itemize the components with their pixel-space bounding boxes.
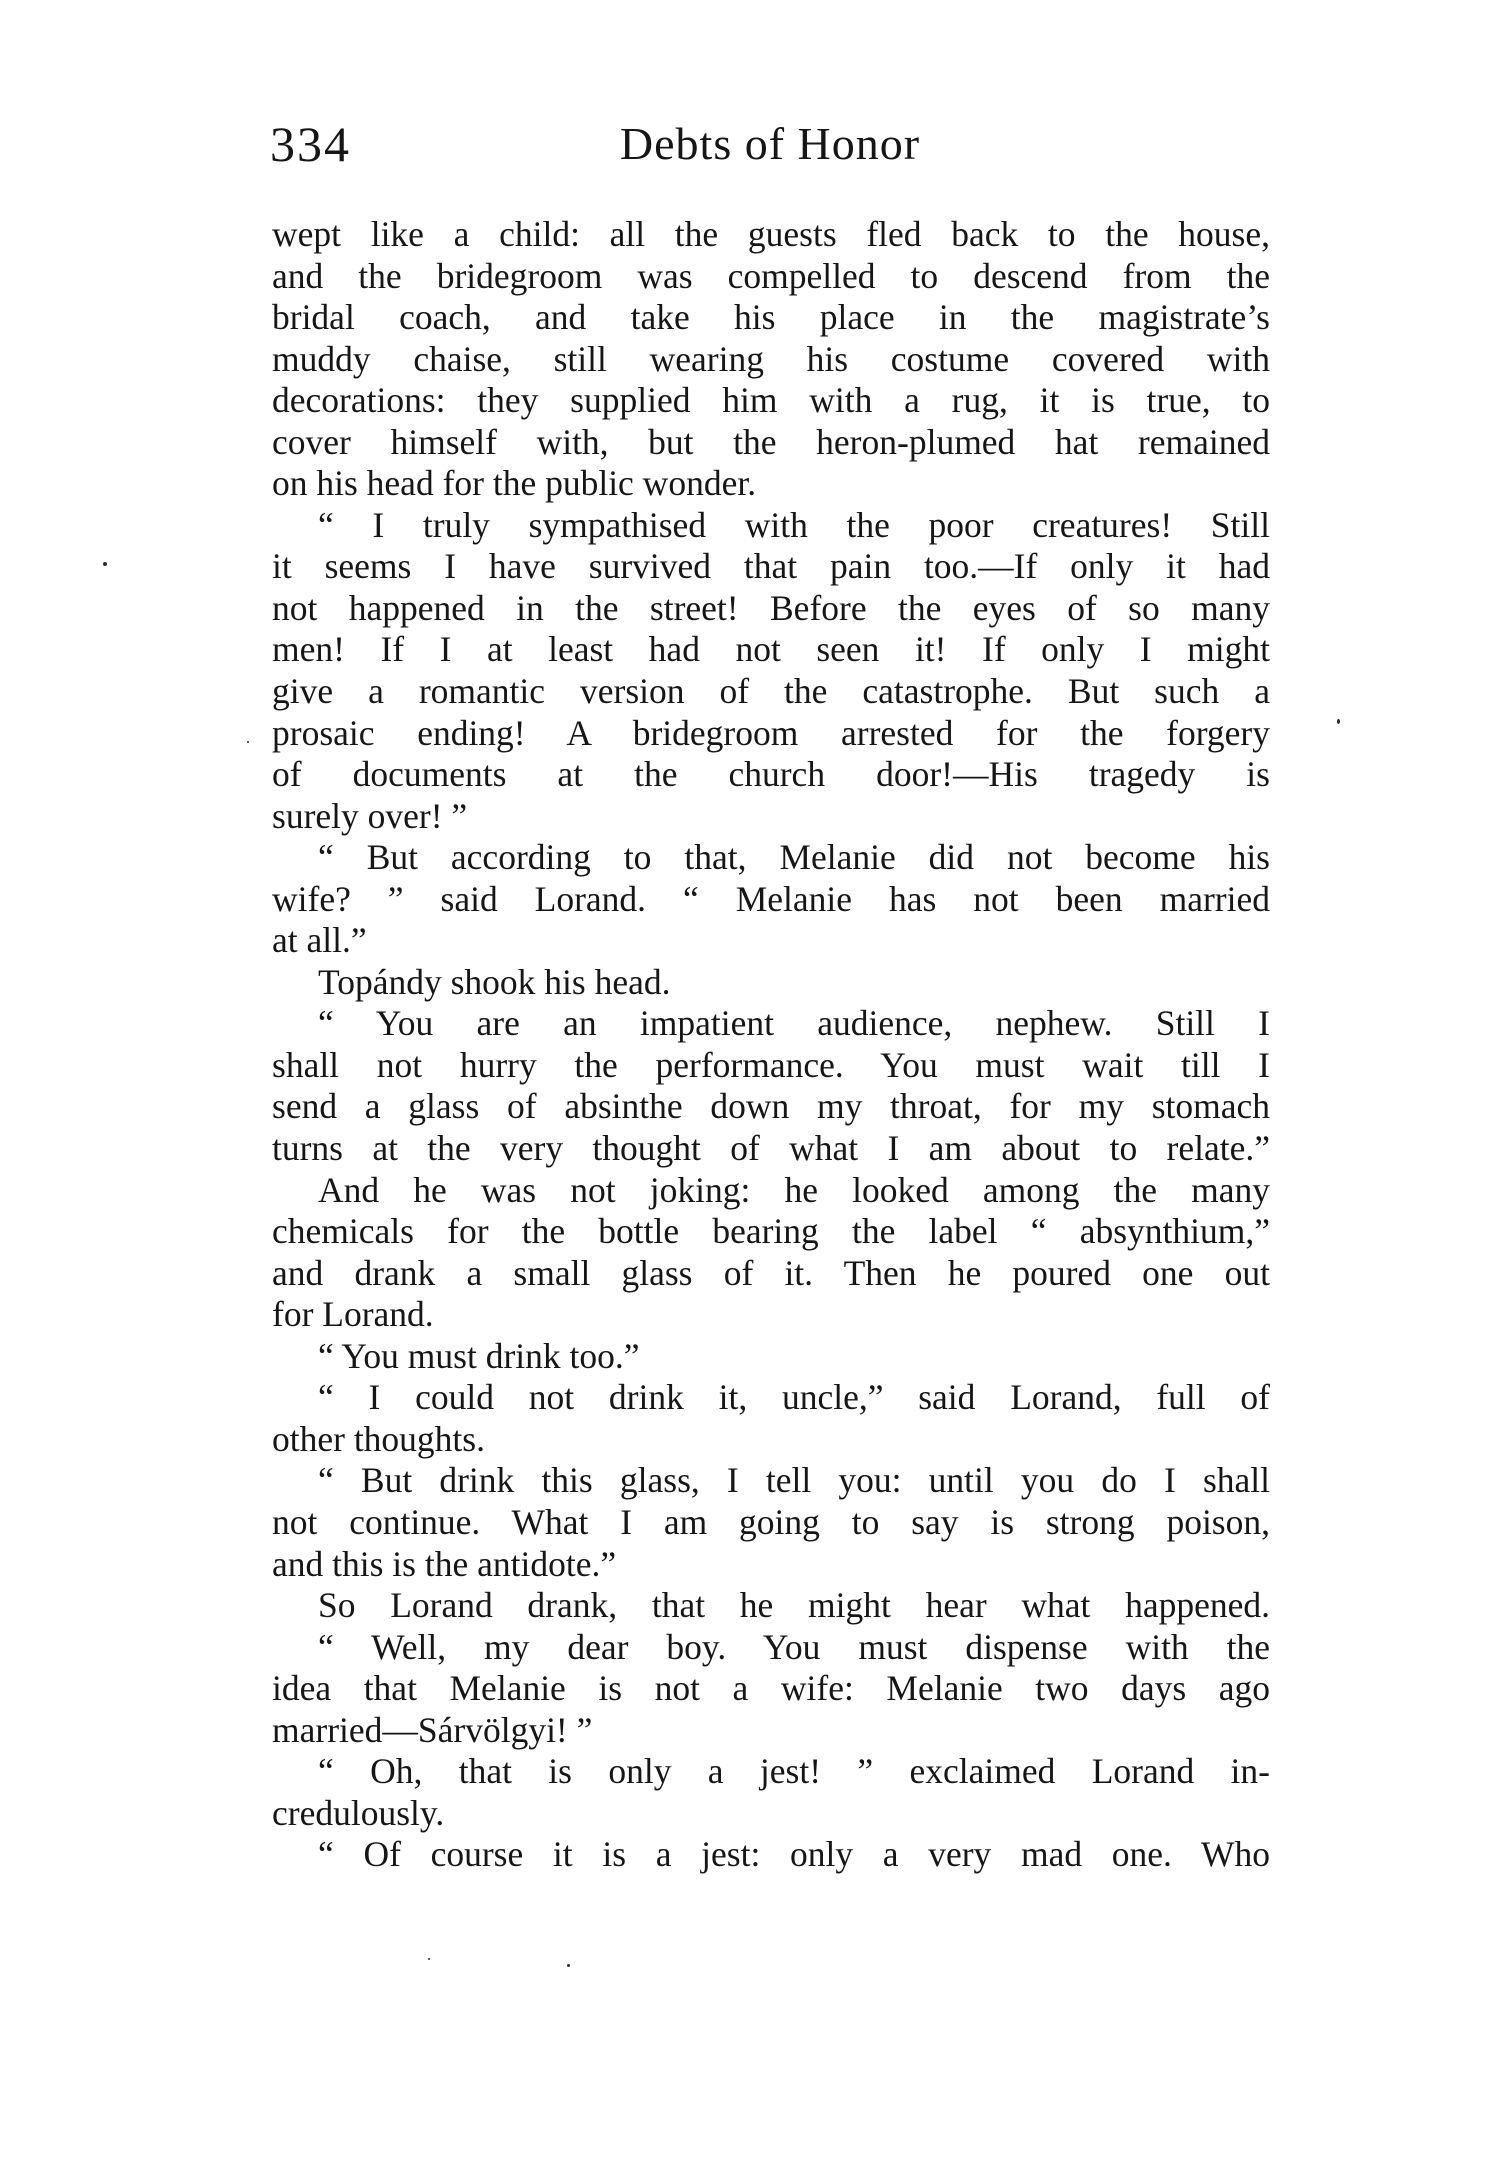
text-line: “ But drink this glass, I tell you: until you do I shall <box>318 1460 1270 1501</box>
text-line: for Lorand. <box>272 1294 434 1335</box>
text-line: So Lorand drank, that he might hear what happened. <box>318 1585 1270 1626</box>
text-line: send a glass of absinthe down my throat, for my stomach <box>272 1086 1270 1127</box>
text-line: and this is the antidote.” <box>272 1543 617 1584</box>
text-line: “ I could not drink it, uncle,” said Lorand, full of <box>318 1377 1270 1418</box>
text-line: not happened in the street! Before the eyes of so many <box>272 587 1270 628</box>
text-line: give a romantic version of the catastrophe. But such a <box>272 671 1270 712</box>
text-line: bridal coach, and take his place in the magistrate’s <box>272 297 1270 338</box>
text-line: married—Sárvölgyi! ” <box>272 1709 593 1750</box>
text-line: at all.” <box>272 920 367 961</box>
text-line: idea that Melanie is not a wife: Melanie two days ago <box>272 1668 1270 1709</box>
text-line: “ Well, my dear boy. You must dispense with the <box>318 1626 1270 1667</box>
text-line: “ You must drink too.” <box>318 1335 640 1376</box>
text-line: credulously. <box>272 1792 445 1833</box>
print-speck <box>1337 719 1340 724</box>
text-line: prosaic ending! A bridegroom arrested for the forgery <box>272 712 1270 753</box>
text-line: shall not hurry the performance. You must wait till I <box>272 1044 1270 1085</box>
text-line: on his head for the public wonder. <box>272 463 757 504</box>
print-speck <box>103 562 107 566</box>
text-line: surely over! ” <box>272 795 468 836</box>
text-line: “ You are an impatient audience, nephew. Still I <box>318 1003 1270 1044</box>
text-line: of documents at the church door!—His tragedy is <box>272 754 1270 795</box>
text-line: and the bridegroom was compelled to descend from the <box>272 255 1270 296</box>
text-line: “ But according to that, Melanie did not become his <box>318 837 1270 878</box>
print-speck <box>247 741 249 743</box>
text-line: turns at the very thought of what I am about to relate.” <box>272 1128 1270 1169</box>
text-line: muddy chaise, still wearing his costume covered with <box>272 338 1270 379</box>
text-line: chemicals for the bottle bearing the label “ absynthium,” <box>272 1211 1270 1252</box>
page-number: 334 <box>270 116 351 172</box>
text-line: wept like a child: all the guests fled back to the house, <box>272 214 1270 254</box>
text-line: “ I truly sympathised with the poor creatures! Still <box>318 504 1270 545</box>
text-line: Topándy shook his head. <box>318 961 671 1002</box>
text-line: “ Oh, that is only a jest! ” exclaimed Lorand in- <box>318 1751 1270 1792</box>
text-line: men! If I at least had not seen it! If only I might <box>272 629 1270 670</box>
print-speck <box>567 1964 570 1967</box>
text-line: cover himself with, but the heron-plumed hat remained <box>272 421 1270 462</box>
text-line: decorations: they supplied him with a rug, it is true, to <box>272 380 1270 421</box>
print-speck <box>428 1958 430 1960</box>
running-title: Debts of Honor <box>619 118 921 169</box>
text-line: wife? ” said Lorand. “ Melanie has not been married <box>272 878 1270 919</box>
text-line: it seems I have survived that pain too.—If only it had <box>272 546 1270 587</box>
text-line: and drank a small glass of it. Then he poured one out <box>272 1252 1270 1293</box>
text-line: other thoughts. <box>272 1418 485 1459</box>
body-text <box>272 214 1270 1876</box>
text-line: “ Of course it is a jest: only a very mad one. Who <box>318 1834 1270 1875</box>
text-line: not continue. What I am going to say is strong poison, <box>272 1501 1270 1542</box>
page-header <box>270 108 1270 184</box>
text-line: And he was not joking: he looked among the many <box>318 1169 1270 1210</box>
